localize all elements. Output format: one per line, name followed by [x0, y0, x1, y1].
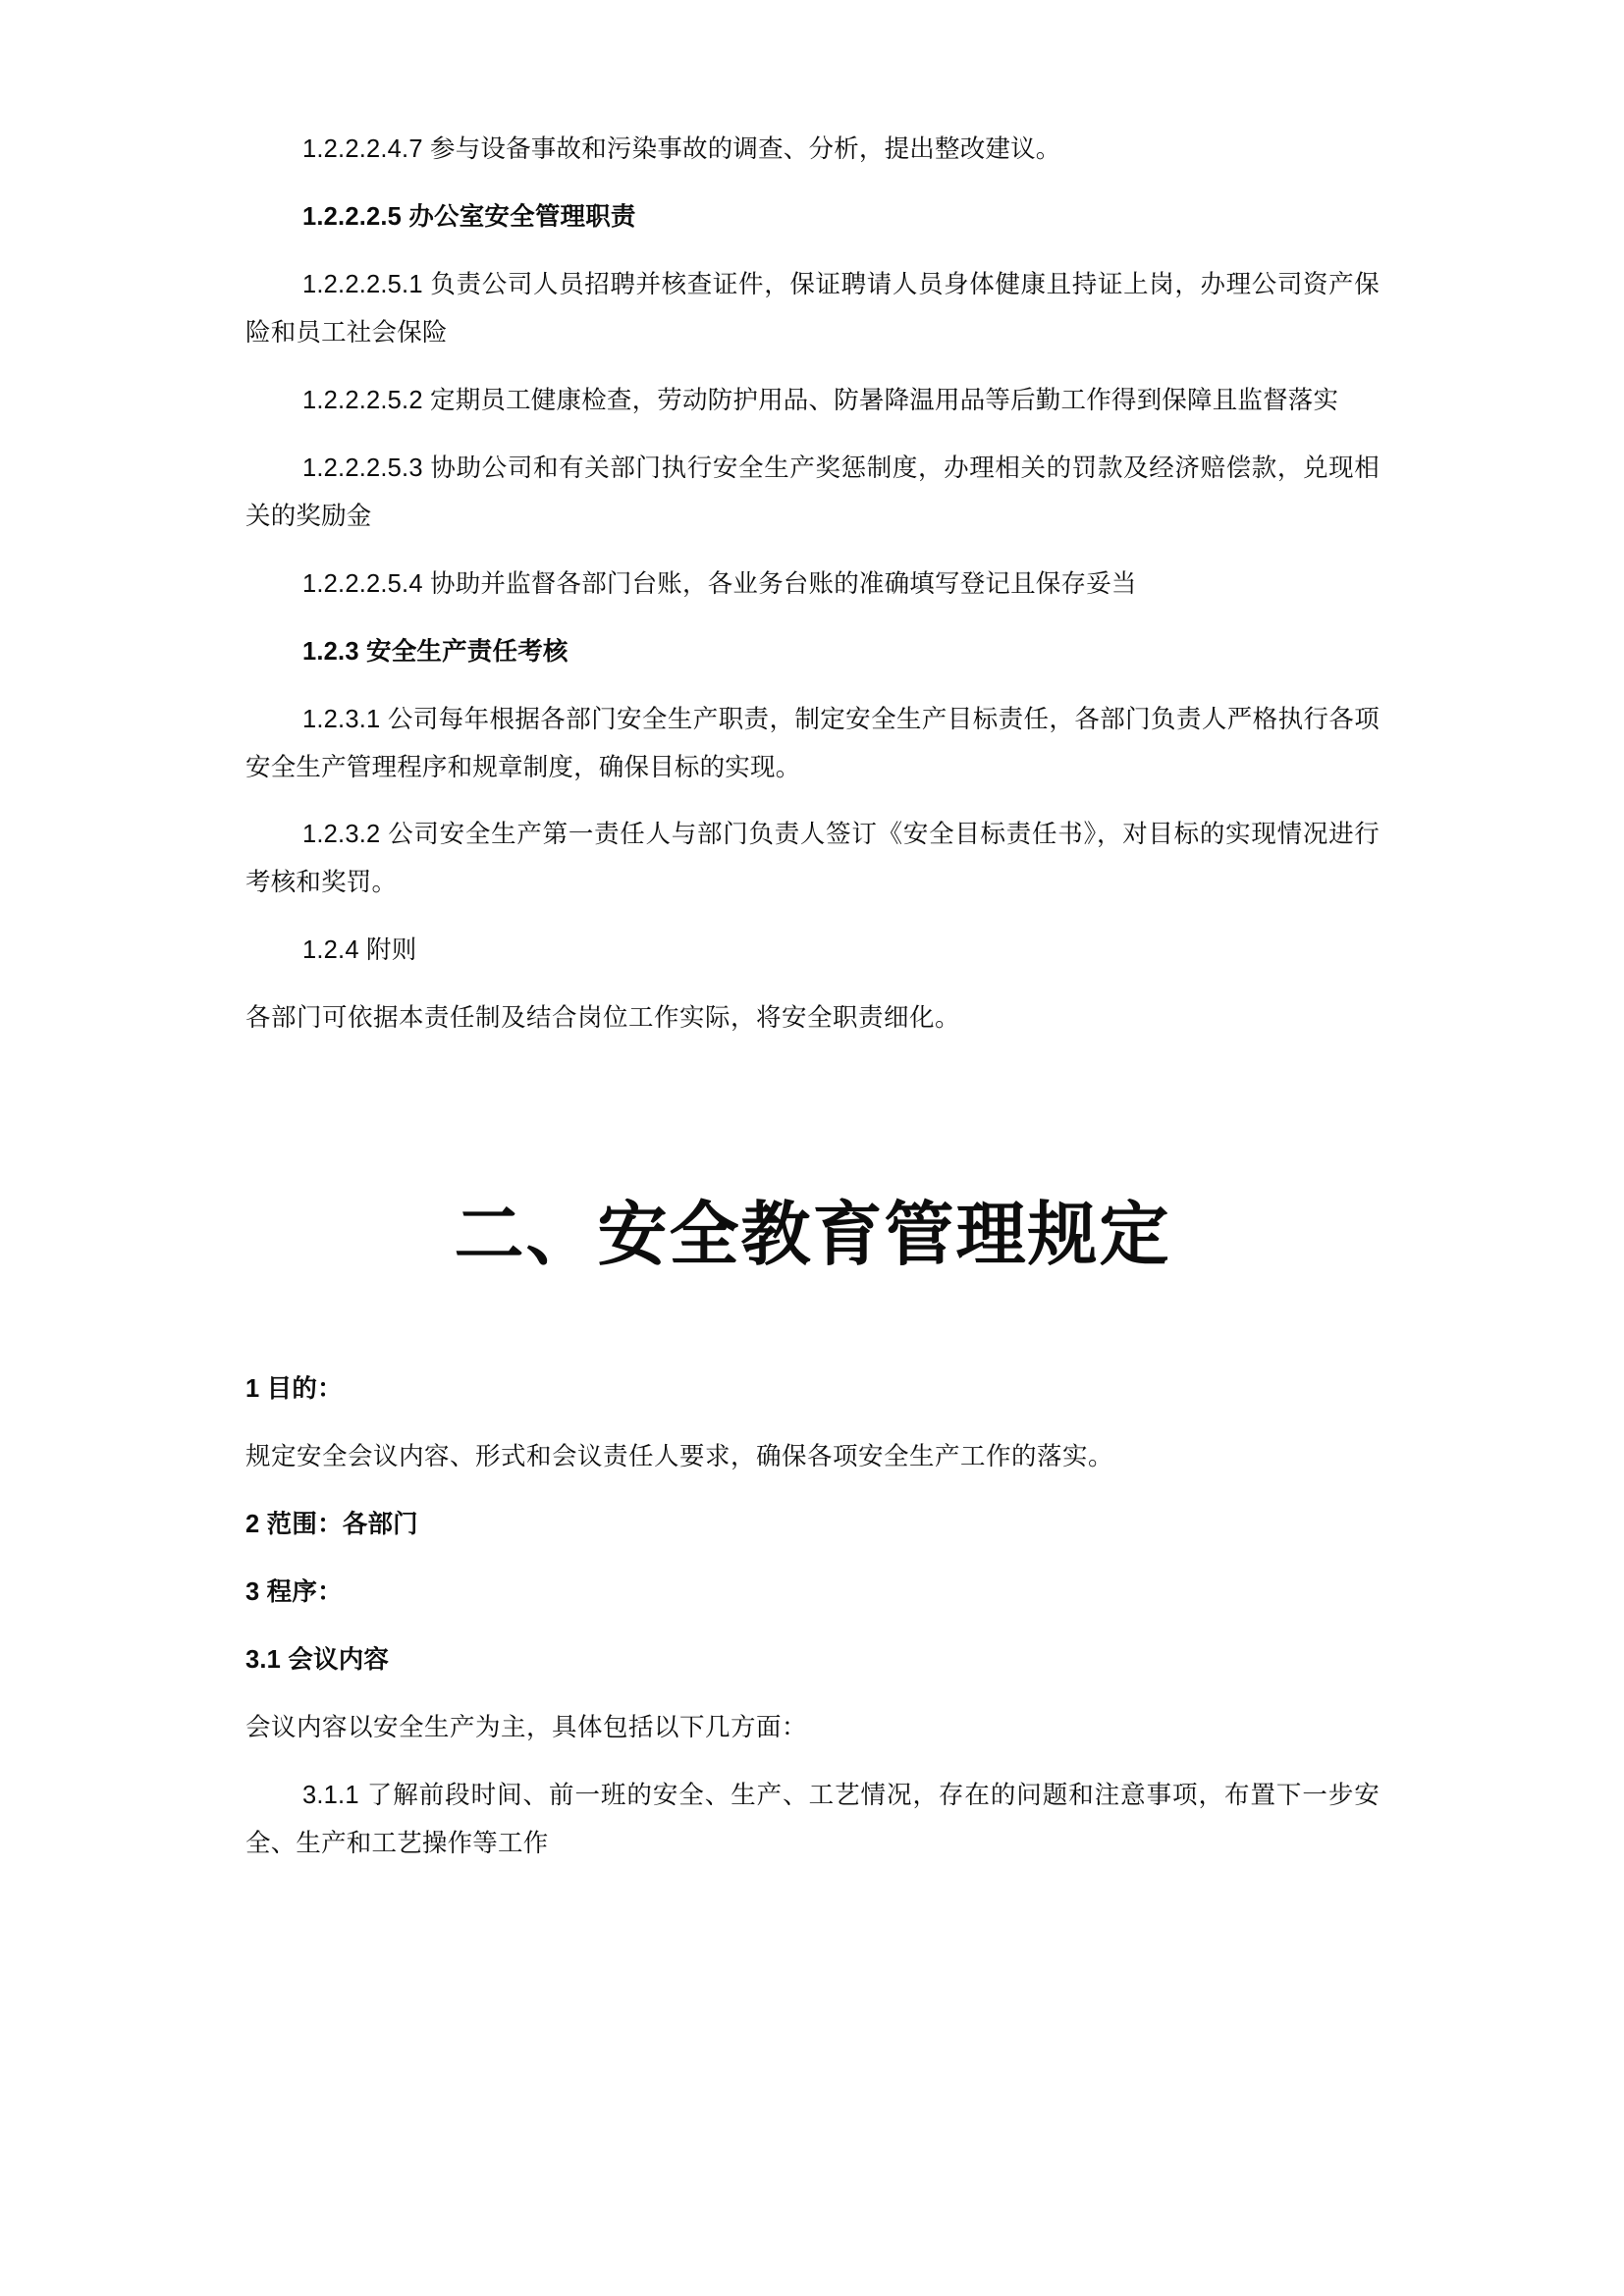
chapter-title: 二、安全教育管理规定 — [454, 1197, 1171, 1275]
document-content — [245, 0, 1380, 1888]
pre-title-spacer — [245, 1062, 1380, 1192]
heading-1-2-4: 1.2.4 附则 — [302, 936, 417, 965]
heading-1-2-2-2-5: 1.2.2.2.5 办公室安全管理职责 — [302, 202, 636, 231]
paragraph-1-purpose-body: 规定安全会议内容、形式和会议责任人要求，确保各项安全生产工作的落实。 — [245, 1443, 1114, 1471]
heading-3-procedure: 3 程序： — [245, 1578, 343, 1607]
paragraph-1-2-2-2-5-1: 1.2.2.2.5.1 负责公司人员招聘并核查证件，保证聘请人员身体健康且持证上岗，办理公司资产保险和员工社会保险 — [245, 270, 1380, 347]
heading-1-2-3: 1.2.3 安全生产责任考核 — [302, 637, 568, 666]
heading-1-purpose: 1 目的： — [245, 1375, 343, 1404]
heading-3-1: 3.1 会议内容 — [245, 1645, 390, 1674]
heading-2-scope: 2 范围：各部门 — [245, 1511, 418, 1539]
paragraph-3-1-body: 会议内容以安全生产为主，具体包括以下几方面： — [245, 1713, 808, 1741]
paragraph-1-2-4-body: 各部门可依据本责任制及结合岗位工作实际，将安全职责细化。 — [245, 1004, 961, 1033]
paragraph-1-2-3-1: 1.2.3.1 公司每年根据各部门安全生产职责，制定安全生产目标责任，各部门负责人严格执行各项安全生产管理程序和规章制度，确保目标的实现。 — [245, 705, 1380, 781]
paragraph-1-2-2-2-5-4: 1.2.2.2.5.4 协助并监督各部门台账，各业务台账的准确填写登记且保存妥当 — [302, 569, 1137, 598]
paragraph-1-2-2-2-5-3: 1.2.2.2.5.3 协助公司和有关部门执行安全生产奖惩制度，办理相关的罚款及经济赔偿款，兑现相关的奖励金 — [245, 454, 1380, 530]
top-margin-spacer — [245, 0, 1380, 126]
post-title-spacer — [245, 1281, 1380, 1365]
paragraph-1-2-2-2-4-7: 1.2.2.2.4.7 参与设备事故和污染事故的调查、分析，提出整改建议。 — [302, 135, 1061, 163]
paragraph-3-1-1: 3.1.1 了解前段时间、前一班的安全、生产、工艺情况，存在的问题和注意事项，布置下一步安全、生产和工艺操作等工作 — [245, 1781, 1380, 1857]
paragraph-1-2-3-2: 1.2.3.2 公司安全生产第一责任人与部门负责人签订《安全目标责任书》，对目标的实现情况进行考核和奖罚。 — [245, 821, 1380, 897]
paragraph-1-2-2-2-5-2: 1.2.2.2.5.2 定期员工健康检查，劳动防护用品、防暑降温用品等后勤工作得到保障且监督落实 — [302, 386, 1339, 414]
